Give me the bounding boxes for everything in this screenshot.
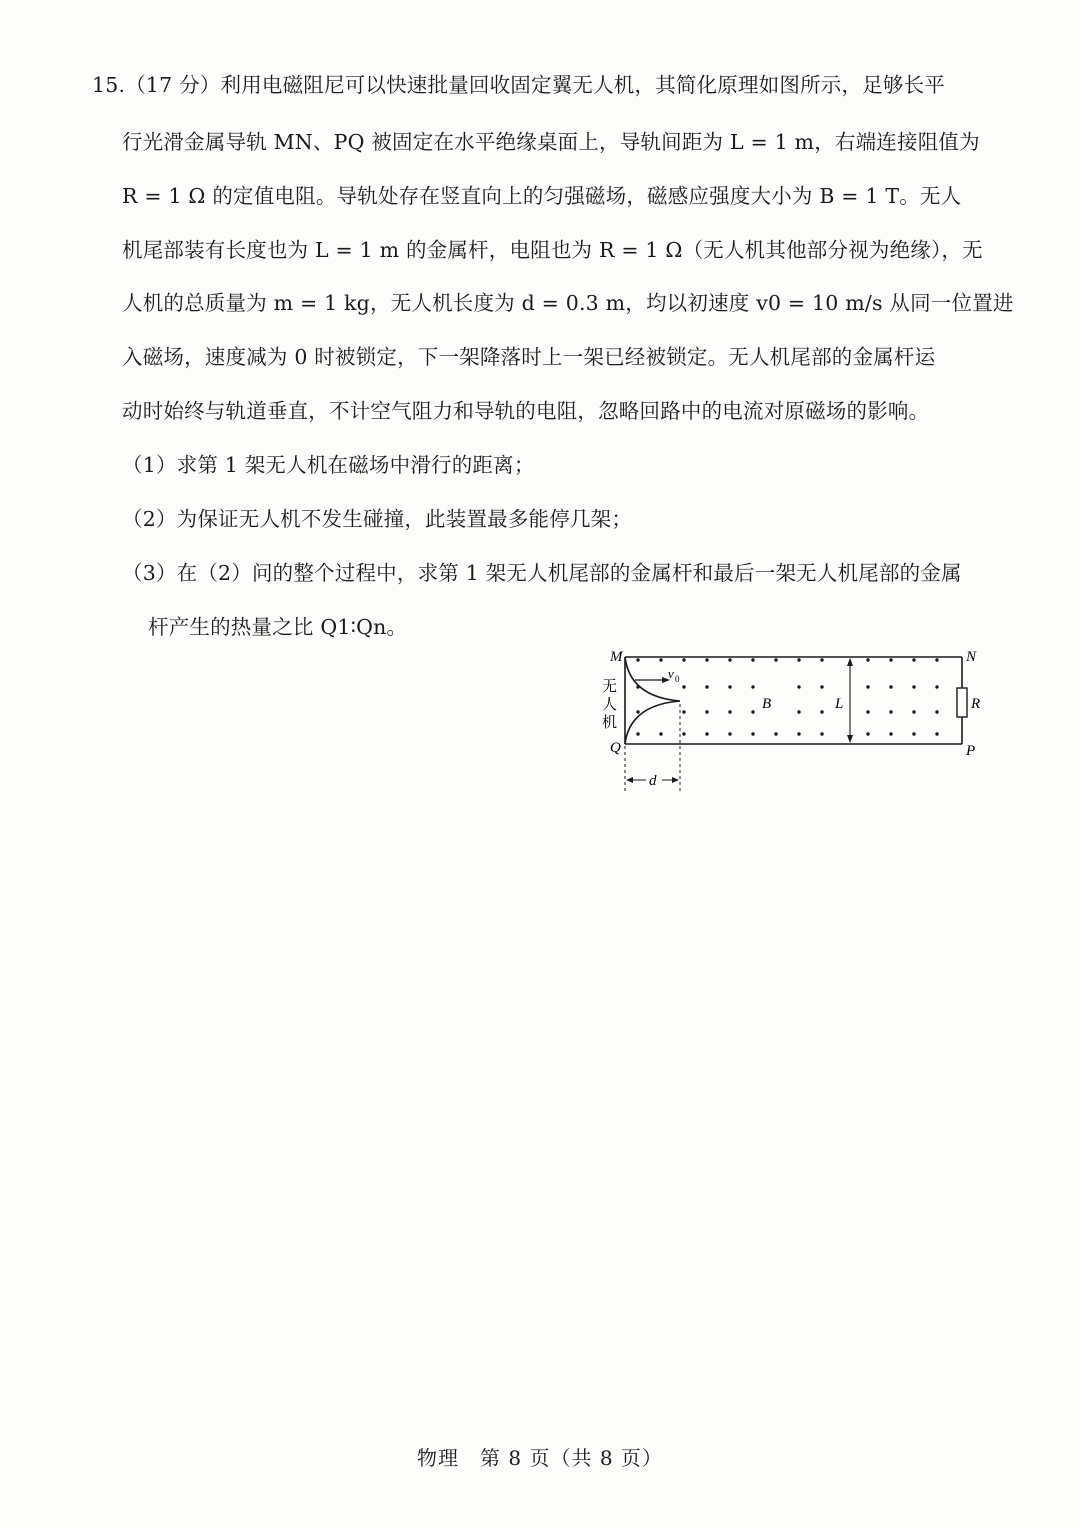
question-2: （2）为保证无人机不发生碰撞，此装置最多能停几架；	[122, 507, 633, 531]
label-B: B	[762, 696, 772, 712]
label-Q: Q	[610, 740, 621, 756]
field-dot	[866, 710, 869, 713]
field-dot	[705, 658, 708, 661]
field-dot	[705, 710, 708, 713]
label-v0: v	[668, 666, 674, 681]
field-dot	[682, 658, 685, 661]
field-dot	[751, 685, 754, 688]
problem-line: 动时始终与轨道垂直，不计空气阻力和导轨的电阻，忽略回路中的电流对原磁场的影响。	[122, 399, 930, 423]
field-dot	[728, 710, 731, 713]
field-dot	[912, 732, 915, 735]
field-dot	[912, 658, 915, 661]
field-dot	[866, 685, 869, 688]
field-dot	[636, 710, 639, 713]
field-dot	[935, 732, 938, 735]
question-1: （1）求第 1 架无人机在磁场中滑行的距离；	[122, 453, 535, 477]
field-dot	[866, 658, 869, 661]
label-R: R	[971, 696, 981, 712]
field-dot	[774, 658, 777, 661]
field-dot	[797, 732, 800, 735]
problem-line: 机尾部装有长度也为 L = 1 m 的金属杆，电阻也为 R = 1 Ω（无人机其他部分视为绝缘），无	[122, 238, 983, 262]
label-v0-sub: 0	[675, 674, 680, 684]
field-dot	[912, 710, 915, 713]
question-3-continued: 杆产生的热量之比 Q1∶Qn。	[148, 615, 408, 639]
field-dot	[636, 685, 639, 688]
field-dot	[728, 685, 731, 688]
field-dot	[751, 710, 754, 713]
question-3: （3）在（2）问的整个过程中，求第 1 架无人机尾部的金属杆和最后一架无人机尾部的金属	[122, 561, 962, 585]
problem-line: 人机的总质量为 m = 1 kg，无人机长度为 d = 0.3 m，均以初速度 v0 = 10 m/s 从同一位置进	[122, 291, 1014, 315]
field-dot	[820, 710, 823, 713]
field-dot	[889, 658, 892, 661]
field-dot	[935, 658, 938, 661]
label-P: P	[966, 743, 976, 759]
problem-line: 入磁场，速度减为 0 时被锁定，下一架降落时上一架已经被锁定。无人机尾部的金属杆运	[122, 345, 936, 369]
field-dot	[682, 732, 685, 735]
field-dot	[728, 658, 731, 661]
field-dot	[682, 710, 685, 713]
field-dot	[935, 710, 938, 713]
field-dot	[636, 658, 639, 661]
field-dot	[889, 710, 892, 713]
label-N: N	[966, 649, 977, 665]
label-d: d	[649, 773, 657, 789]
field-dot	[797, 685, 800, 688]
magnetic-field-dots	[636, 658, 938, 735]
problem-line: 行光滑金属导轨 MN、PQ 被固定在水平绝缘桌面上，导轨间距为 L = 1 m，右端连接阻值为	[122, 130, 980, 154]
field-dot	[935, 685, 938, 688]
problem-line: R = 1 Ω 的定值电阻。导轨处存在竖直向上的匀强磁场，磁感应强度大小为 B = 1 T。无人	[122, 184, 962, 208]
page-footer: 物理 第 8 页（共 8 页）	[417, 1446, 663, 1470]
drone-label-3: 机	[602, 713, 618, 731]
problem-line: 15.（17 分）利用电磁阻尼可以快速批量回收固定翼无人机，其简化原理如图所示，足够长平	[92, 73, 946, 97]
field-dot	[866, 732, 869, 735]
field-dot	[751, 732, 754, 735]
field-dot	[659, 658, 662, 661]
field-dot	[659, 732, 662, 735]
field-dot	[797, 658, 800, 661]
drone-label-2: 人	[602, 695, 618, 713]
field-dot	[774, 732, 777, 735]
field-dot	[820, 685, 823, 688]
field-dot	[682, 685, 685, 688]
drone-label-1: 无	[602, 677, 618, 695]
field-dot	[889, 732, 892, 735]
field-dot	[728, 732, 731, 735]
field-dot	[820, 658, 823, 661]
label-M: M	[610, 649, 623, 665]
rail-diagram	[590, 642, 1000, 802]
field-dot	[889, 685, 892, 688]
field-dot	[705, 685, 708, 688]
label-L: L	[835, 696, 844, 712]
field-dot	[820, 732, 823, 735]
field-dot	[912, 685, 915, 688]
field-dot	[751, 658, 754, 661]
field-dot	[705, 732, 708, 735]
resistor-R	[957, 688, 967, 717]
field-dot	[797, 710, 800, 713]
field-dot	[636, 732, 639, 735]
